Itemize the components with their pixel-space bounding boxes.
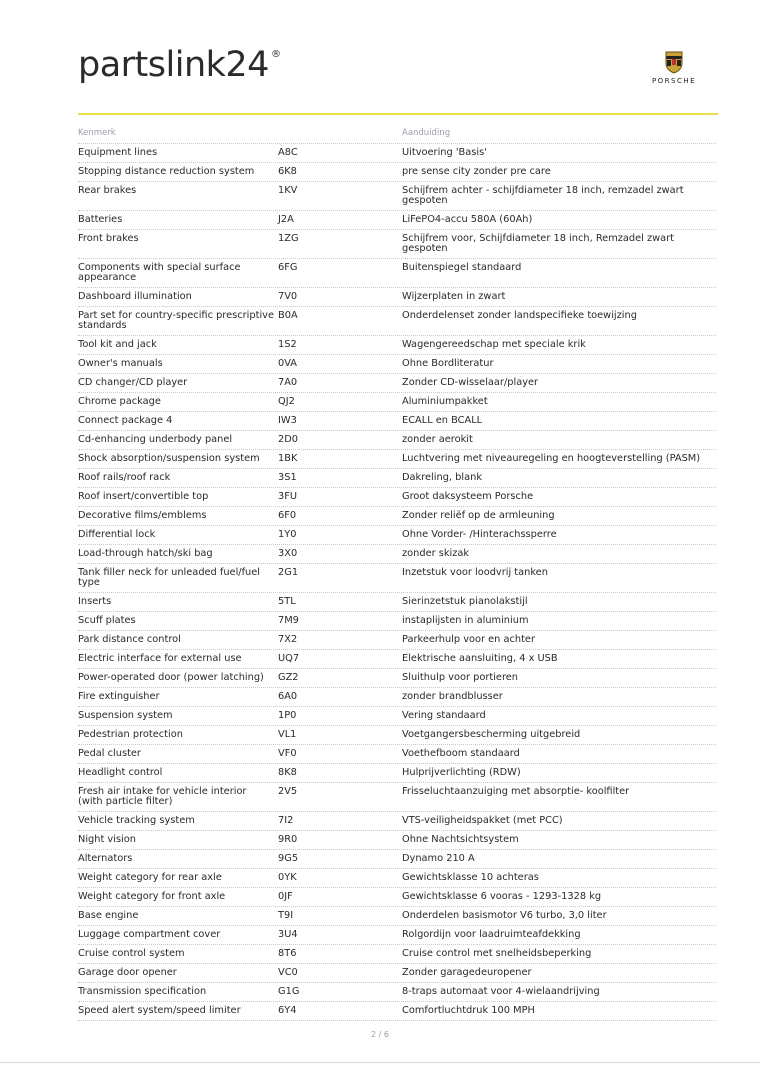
table-body	[78, 144, 716, 1021]
code-cell: 2G1	[278, 567, 299, 578]
kenmerk-cell: Stopping distance reduction system	[78, 166, 255, 177]
table-row	[78, 259, 716, 288]
registered-mark: ®	[270, 49, 281, 60]
header-aanduiding: Aanduiding	[402, 128, 451, 138]
kenmerk-cell: Power-operated door (power latching)	[78, 672, 264, 683]
kenmerk-cell: Roof rails/roof rack	[78, 472, 171, 483]
table-header	[78, 128, 716, 144]
aanduiding-cell: Dakreling, blank	[402, 472, 482, 483]
aanduiding-cell: Parkeerhulp voor en achter	[402, 634, 535, 645]
aanduiding-cell: Ohne Bordliteratur	[402, 358, 494, 369]
kenmerk-cell: Pedestrian protection	[78, 729, 183, 740]
footer-divider	[0, 1062, 760, 1063]
kenmerk-cell: Transmission specification	[78, 986, 207, 997]
code-cell: 7I2	[278, 815, 294, 826]
kenmerk-cell: Garage door opener	[78, 967, 177, 978]
code-cell: 1Y0	[278, 529, 297, 540]
aanduiding-cell: LiFePO4-accu 580A (60Ah)	[402, 214, 533, 225]
code-cell: VF0	[278, 748, 297, 759]
kenmerk-cell: Roof insert/convertible top	[78, 491, 209, 502]
code-cell: 7A0	[278, 377, 298, 388]
aanduiding-cell: Buitenspiegel standaard	[402, 262, 522, 273]
kenmerk-cell: Part set for country-specific prescriptive standards	[78, 310, 274, 331]
aanduiding-cell: Sluithulp voor portieren	[402, 672, 518, 683]
aanduiding-cell: Cruise control met snelheidsbeperking	[402, 948, 592, 959]
aanduiding-cell: Uitvoering 'Basis'	[402, 147, 487, 158]
kenmerk-cell: Shock absorption/suspension system	[78, 453, 260, 464]
table-row	[78, 393, 716, 412]
kenmerk-cell: Dashboard illumination	[78, 291, 192, 302]
code-cell: 6A0	[278, 691, 298, 702]
code-cell: GZ2	[278, 672, 299, 683]
kenmerk-cell: Pedal cluster	[78, 748, 141, 759]
aanduiding-cell: Zonder CD-wisselaar/player	[402, 377, 539, 388]
aanduiding-cell: 8-traps automaat voor 4-wielaandrijving	[402, 986, 600, 997]
table-row	[78, 669, 716, 688]
table-row	[78, 593, 716, 612]
code-cell: 6Y4	[278, 1005, 297, 1016]
kenmerk-cell: Luggage compartment cover	[78, 929, 221, 940]
code-cell: G1G	[278, 986, 300, 997]
kenmerk-cell: Decorative films/emblems	[78, 510, 207, 521]
code-cell: 7V0	[278, 291, 298, 302]
kenmerk-cell: Alternators	[78, 853, 133, 864]
code-cell: 6K8	[278, 166, 297, 177]
options-table	[78, 128, 716, 1021]
aanduiding-cell: Wagengereedschap met speciale krik	[402, 339, 586, 350]
table-row	[78, 812, 716, 831]
aanduiding-cell: instaplijsten in aluminium	[402, 615, 529, 626]
aanduiding-cell: zonder skizak	[402, 548, 470, 559]
aanduiding-cell: Gewichtsklasse 6 vooras - 1293-1328 kg	[402, 891, 602, 902]
code-cell: 1P0	[278, 710, 297, 721]
aanduiding-cell: Groot daksysteem Porsche	[402, 491, 534, 502]
kenmerk-cell: Inserts	[78, 596, 112, 607]
aanduiding-cell: VTS-veiligheidspakket (met PCC)	[402, 815, 563, 826]
kenmerk-cell: Owner's manuals	[78, 358, 163, 369]
aanduiding-cell: Zonder reliëf op de armleuning	[402, 510, 555, 521]
page-number: 2 / 6	[371, 1030, 389, 1039]
table-row	[78, 945, 716, 964]
table-row	[78, 211, 716, 230]
code-cell: 3S1	[278, 472, 297, 483]
logo-text: partslink24	[78, 45, 269, 85]
kenmerk-cell: Fire extinguisher	[78, 691, 160, 702]
code-cell: 6F0	[278, 510, 297, 521]
table-row	[78, 688, 716, 707]
code-cell: QJ2	[278, 396, 295, 407]
code-cell: 3X0	[278, 548, 298, 559]
code-cell: B0A	[278, 310, 298, 321]
table-row	[78, 450, 716, 469]
table-row	[78, 926, 716, 945]
aanduiding-cell: zonder aerokit	[402, 434, 473, 445]
table-row	[78, 230, 716, 259]
code-cell: 6FG	[278, 262, 298, 273]
header-divider	[78, 113, 718, 115]
kenmerk-cell: Cd-enhancing underbody panel	[78, 434, 233, 445]
code-cell: 9G5	[278, 853, 299, 864]
table-row	[78, 144, 716, 163]
table-row	[78, 288, 716, 307]
kenmerk-cell: Load-through hatch/ski bag	[78, 548, 213, 559]
aanduiding-cell: Hulprijverlichting (RDW)	[402, 767, 521, 778]
table-row	[78, 707, 716, 726]
aanduiding-cell: Wijzerplaten in zwart	[402, 291, 506, 302]
table-row	[78, 764, 716, 783]
porsche-brand	[634, 50, 714, 85]
table-row	[78, 412, 716, 431]
code-cell: 1ZG	[278, 233, 299, 244]
code-cell: 0JF	[278, 891, 293, 902]
aanduiding-cell: Rolgordijn voor laadruimteafdekking	[402, 929, 581, 940]
kenmerk-cell: Front brakes	[78, 233, 139, 244]
code-cell: 8T6	[278, 948, 297, 959]
code-cell: J2A	[278, 214, 294, 225]
aanduiding-cell: Gewichtsklasse 10 achteras	[402, 872, 539, 883]
kenmerk-cell: Scuff plates	[78, 615, 136, 626]
code-cell: 3U4	[278, 929, 298, 940]
kenmerk-cell: Equipment lines	[78, 147, 158, 158]
aanduiding-cell: Sierinzetstuk pianolakstijl	[402, 596, 528, 607]
table-row	[78, 374, 716, 393]
kenmerk-cell: Tank filler neck for unleaded fuel/fuel type	[78, 567, 261, 588]
kenmerk-cell: Weight category for rear axle	[78, 872, 222, 883]
brand-name: PORSCHE	[651, 77, 697, 85]
kenmerk-cell: Headlight control	[78, 767, 163, 778]
aanduiding-cell: Dynamo 210 A	[402, 853, 475, 864]
kenmerk-cell: Components with special surface appearance	[78, 262, 241, 283]
table-row	[78, 631, 716, 650]
code-cell: 7M9	[278, 615, 299, 626]
table-row	[78, 650, 716, 669]
table-row	[78, 163, 716, 182]
code-cell: 2D0	[278, 434, 299, 445]
code-cell: T9I	[278, 910, 294, 921]
code-cell: 9R0	[278, 834, 298, 845]
kenmerk-cell: Batteries	[78, 214, 123, 225]
code-cell: VL1	[278, 729, 297, 740]
kenmerk-cell: Connect package 4	[78, 415, 173, 426]
table-row	[78, 783, 716, 812]
table-row	[78, 1002, 716, 1021]
aanduiding-cell: Vering standaard	[402, 710, 486, 721]
kenmerk-cell: Park distance control	[78, 634, 181, 645]
table-row	[78, 745, 716, 764]
kenmerk-cell: Night vision	[78, 834, 136, 845]
code-cell: 0VA	[278, 358, 298, 369]
table-row	[78, 507, 716, 526]
code-cell: 7X2	[278, 634, 298, 645]
aanduiding-cell: Comfortluchtdruk 100 MPH	[402, 1005, 535, 1016]
aanduiding-cell: Frisseluchtaanzuiging met absorptie- koolfilter	[402, 786, 630, 797]
code-cell: 8K8	[278, 767, 297, 778]
aanduiding-cell: Onderdelenset zonder landspecifieke toewijzing	[402, 310, 637, 321]
table-row	[78, 869, 716, 888]
table-row	[78, 431, 716, 450]
aanduiding-cell: Ohne Vorder- /Hinterachssperre	[402, 529, 557, 540]
aanduiding-cell: zonder brandblusser	[402, 691, 503, 702]
code-cell: 1BK	[278, 453, 298, 464]
table-row	[78, 831, 716, 850]
aanduiding-cell: Zonder garagedeuropener	[402, 967, 532, 978]
code-cell: 3FU	[278, 491, 298, 502]
kenmerk-cell: Tool kit and jack	[78, 339, 157, 350]
table-row	[78, 336, 716, 355]
aanduiding-cell: Luchtvering met niveauregeling en hoogteverstelling (PASM)	[402, 453, 701, 464]
aanduiding-cell: Onderdelen basismotor V6 turbo, 3,0 liter	[402, 910, 607, 921]
table-row	[78, 545, 716, 564]
code-cell: 2V5	[278, 786, 298, 797]
table-row	[78, 355, 716, 374]
table-row	[78, 526, 716, 545]
table-row	[78, 907, 716, 926]
code-cell: UQ7	[278, 653, 300, 664]
code-cell: VC0	[278, 967, 298, 978]
kenmerk-cell: Base engine	[78, 910, 139, 921]
table-row	[78, 612, 716, 631]
kenmerk-cell: Cruise control system	[78, 948, 185, 959]
kenmerk-cell: Chrome package	[78, 396, 161, 407]
aanduiding-cell: Voetgangersbescherming uitgebreid	[402, 729, 581, 740]
aanduiding-cell: pre sense city zonder pre care	[402, 166, 551, 177]
aanduiding-cell: Elektrische aansluiting, 4 x USB	[402, 653, 558, 664]
kenmerk-cell: Suspension system	[78, 710, 173, 721]
kenmerk-cell: Vehicle tracking system	[78, 815, 195, 826]
kenmerk-cell: Weight category for front axle	[78, 891, 226, 902]
aanduiding-cell: Inzetstuk voor loodvrij tanken	[402, 567, 548, 578]
kenmerk-cell: Speed alert system/speed limiter	[78, 1005, 241, 1016]
table-row	[78, 488, 716, 507]
table-row	[78, 307, 716, 336]
kenmerk-cell: Fresh air intake for vehicle interior (with particle filter)	[78, 786, 247, 807]
table-row	[78, 564, 716, 593]
table-row	[78, 850, 716, 869]
kenmerk-cell: Electric interface for external use	[78, 653, 242, 664]
code-cell: 1S2	[278, 339, 297, 350]
table-row	[78, 726, 716, 745]
code-cell: 1KV	[278, 185, 298, 196]
kenmerk-cell: Differential lock	[78, 529, 156, 540]
header-code	[278, 128, 402, 140]
kenmerk-cell: Rear brakes	[78, 185, 137, 196]
partslink24-logo	[78, 45, 281, 85]
table-row	[78, 182, 716, 211]
code-cell: IW3	[278, 415, 297, 426]
table-row	[78, 983, 716, 1002]
aanduiding-cell: Schijfrem voor, Schijfdiameter 18 inch, Remzadel zwart gespoten	[402, 233, 675, 254]
table-row	[78, 888, 716, 907]
header-kenmerk: Kenmerk	[78, 128, 116, 138]
aanduiding-cell: Aluminiumpakket	[402, 396, 488, 407]
aanduiding-cell: ECALL en BCALL	[402, 415, 483, 426]
aanduiding-cell: Voethefboom standaard	[402, 748, 520, 759]
table-row	[78, 469, 716, 488]
code-cell: 0YK	[278, 872, 297, 883]
kenmerk-cell: CD changer/CD player	[78, 377, 188, 388]
code-cell: A8C	[278, 147, 298, 158]
porsche-crest-icon	[664, 50, 684, 74]
code-cell: 5TL	[278, 596, 296, 607]
aanduiding-cell: Schijfrem achter - schijfdiameter 18 inch, remzadel zwart gespoten	[402, 185, 684, 206]
table-row	[78, 964, 716, 983]
aanduiding-cell: Ohne Nachtsichtsystem	[402, 834, 519, 845]
